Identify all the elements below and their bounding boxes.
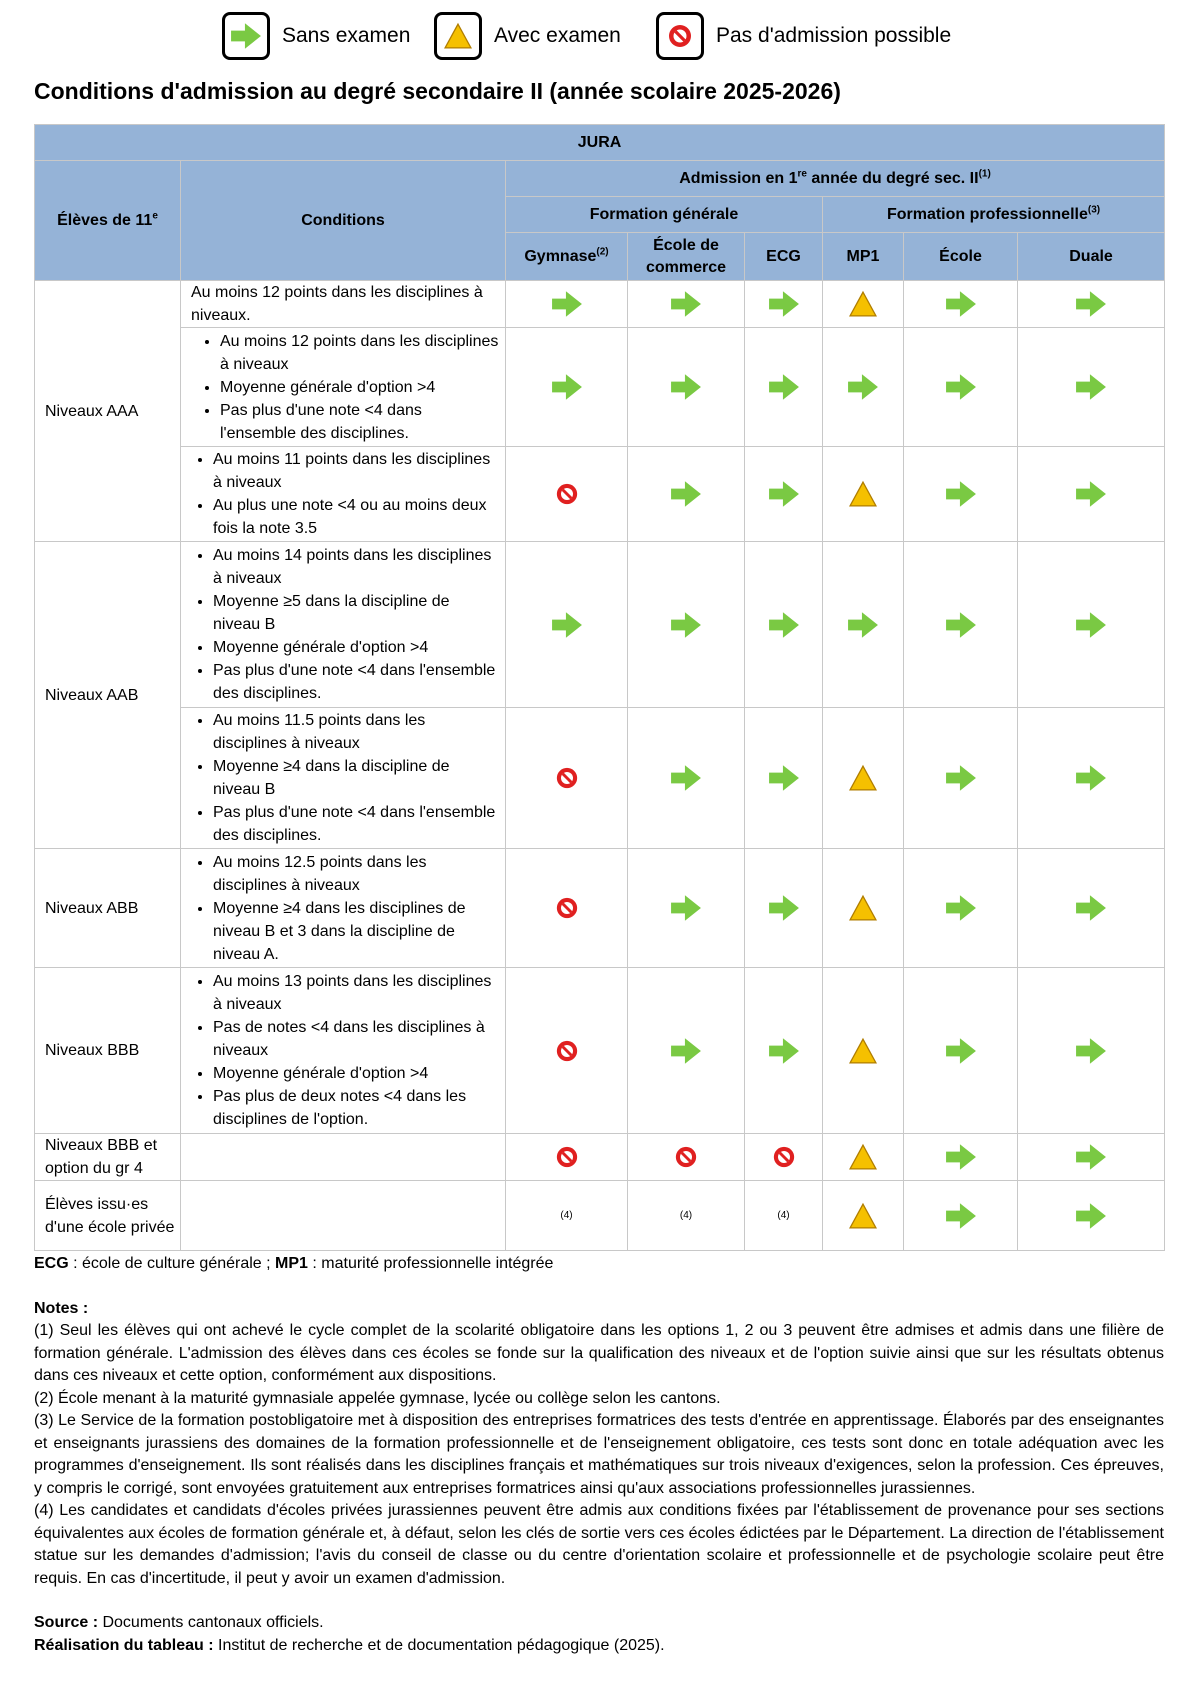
note-1: (1) Seul les élèves qui ont achevé le cycle complet de la scolarité obligatoire dans les options 1, 2 ou 3 peuvent être admises et admis dans une filière de formation générale. L'admission des élèves dans ces écoles se fonde sur la qualification des niveaux et de l'option suivie ainsi que sur les résultats obtenus dans ces niveaux et cette option, conformément aux dispositions. xyxy=(34,1322,1164,1384)
admission-cell xyxy=(628,708,745,849)
green-arrow-icon xyxy=(945,373,977,401)
green-arrow-icon xyxy=(945,764,977,792)
green-arrow-icon xyxy=(768,764,800,792)
legend-label: Pas d'admission possible xyxy=(716,24,952,47)
page-title: Conditions d'admission au degré secondaire II (année scolaire 2025-2026) xyxy=(34,78,841,104)
table-row xyxy=(35,849,1165,968)
green-arrow-icon xyxy=(1075,373,1107,401)
conditions-cell xyxy=(181,968,506,1134)
green-arrow-icon xyxy=(847,373,879,401)
col-gymnase: Gymnase$^{(2)}$ xyxy=(506,233,628,281)
legend-item-without-exam xyxy=(222,10,410,62)
no-entry-icon xyxy=(667,23,693,49)
conditions-cell: Au moins 12 points dans les disciplines à niveaux. xyxy=(181,281,506,328)
admission-cell xyxy=(745,849,823,968)
green-arrow-icon xyxy=(768,611,800,639)
admission-cell xyxy=(628,542,745,708)
admission-cell xyxy=(628,849,745,968)
legend-label: Avec examen xyxy=(494,24,621,47)
admission-cell xyxy=(628,328,745,447)
conditions-cell xyxy=(181,1134,506,1181)
green-arrow-icon xyxy=(1075,1143,1107,1171)
no-entry-icon xyxy=(555,482,579,506)
admission-cell xyxy=(506,1134,628,1181)
student-level-cell: Niveaux BBB et option du gr 4 xyxy=(35,1134,181,1181)
no-entry-icon xyxy=(555,1145,579,1169)
green-arrow-icon xyxy=(945,480,977,508)
green-arrow-icon xyxy=(768,373,800,401)
admission-cell xyxy=(628,1134,745,1181)
canton-header: JURA xyxy=(35,125,1165,161)
admission-cell xyxy=(506,542,628,708)
green-arrow-icon xyxy=(1075,1202,1107,1230)
condition-item: • Moyenne générale d'option >4 xyxy=(213,1062,499,1085)
admission-cell xyxy=(745,542,823,708)
no-entry-icon xyxy=(555,1039,579,1063)
legend-label: Sans examen xyxy=(282,24,411,47)
green-arrow-icon xyxy=(670,894,702,922)
admission-table xyxy=(34,124,1165,1251)
green-arrow-icon xyxy=(551,290,583,318)
green-arrow-icon xyxy=(1075,1037,1107,1065)
general-education-header: Formation générale xyxy=(506,197,823,233)
admission-cell xyxy=(823,1134,904,1181)
condition-item: • Au moins 11 points dans les disciplines à niveaux xyxy=(213,448,499,494)
legend xyxy=(0,10,1200,62)
admission-cell xyxy=(823,849,904,968)
no-entry-icon xyxy=(555,896,579,920)
green-arrow-icon xyxy=(945,1202,977,1230)
green-arrow-icon xyxy=(945,1143,977,1171)
warning-triangle-icon xyxy=(849,480,877,508)
green-arrow-icon xyxy=(670,611,702,639)
condition-item: • Pas plus d'une note <4 dans l'ensemble des disciplines. xyxy=(220,399,499,445)
warning-triangle-icon xyxy=(849,894,877,922)
conditions-cell xyxy=(181,1181,506,1251)
admission-cell xyxy=(1018,328,1165,447)
green-arrow-icon xyxy=(670,1037,702,1065)
admission-cell xyxy=(823,968,904,1134)
note-4: (4) Les candidates et candidats d'écoles privées jurassiennes peuvent être admis aux conditions fixées par l'établissement de provenance pour ses sections équivalentes aux écoles de formation générale et, à défaut, selon les clés de sortie vers ces écoles édictées par le Département. La direction de l'établissement statue sur les demandes d'admission; l'avis du conseil de classe ou du centre d'orientation scolaire et professionnelle et de psychologie scolaire peut être requis. En cas d'incertitude, il peut y avoir un examen d'admission. xyxy=(34,1502,1164,1587)
admission-cell xyxy=(904,708,1018,849)
admission-cell xyxy=(904,968,1018,1134)
admission-cell xyxy=(745,328,823,447)
condition-item: • Pas plus d'une note <4 dans l'ensemble des disciplines. xyxy=(213,801,499,847)
table-row xyxy=(35,447,1165,542)
green-arrow-icon xyxy=(768,480,800,508)
admission-cell xyxy=(745,1134,823,1181)
admission-cell xyxy=(1018,968,1165,1134)
table-row xyxy=(35,708,1165,849)
admission-cell xyxy=(628,968,745,1134)
admission-cell xyxy=(1018,1181,1165,1251)
green-arrow-icon xyxy=(847,611,879,639)
admission-note-cell: (4) xyxy=(745,1181,823,1251)
admission-cell xyxy=(1018,542,1165,708)
condition-item: • Moyenne générale d'option >4 xyxy=(213,636,499,659)
admission-cell xyxy=(904,1181,1018,1251)
warning-triangle-icon xyxy=(849,1143,877,1171)
green-arrow-icon xyxy=(670,290,702,318)
conditions-cell xyxy=(181,542,506,708)
warning-triangle-icon xyxy=(444,22,472,50)
col-ecole: École xyxy=(904,233,1018,281)
condition-item: • Au moins 11.5 points dans les disciplines à niveaux xyxy=(213,709,499,755)
admission-cell xyxy=(823,1181,904,1251)
student-level-cell: Niveaux AAB xyxy=(35,542,181,849)
condition-item: • Pas de notes <4 dans les disciplines à niveaux xyxy=(213,1016,499,1062)
student-level-cell: Niveaux ABB xyxy=(35,849,181,968)
admission-cell xyxy=(745,708,823,849)
legend-box xyxy=(222,12,270,60)
admission-cell xyxy=(506,447,628,542)
admission-header: Admission en 1re année du degré sec. II$^{(1)}$ xyxy=(506,161,1165,197)
table-row xyxy=(35,968,1165,1134)
admission-cell xyxy=(823,281,904,328)
green-arrow-icon xyxy=(551,611,583,639)
no-entry-icon xyxy=(674,1145,698,1169)
conditions-header: Conditions xyxy=(181,161,506,281)
condition-item: • Au plus une note <4 ou au moins deux fois la note 3.5 xyxy=(213,494,499,540)
condition-item: • Pas plus de deux notes <4 dans les disciplines de l'option. xyxy=(213,1085,499,1131)
warning-triangle-icon xyxy=(849,290,877,318)
conditions-cell xyxy=(181,447,506,542)
green-arrow-icon xyxy=(945,290,977,318)
no-entry-icon xyxy=(772,1145,796,1169)
legend-box xyxy=(434,12,482,60)
green-arrow-icon xyxy=(1075,764,1107,792)
realisation: Réalisation du tableau : Institut de recherche et de documentation pédagogique (2025). xyxy=(34,1636,665,1654)
admission-cell xyxy=(1018,708,1165,849)
conditions-cell xyxy=(181,708,506,849)
conditions-cell xyxy=(181,849,506,968)
green-arrow-icon xyxy=(945,611,977,639)
admission-cell xyxy=(823,447,904,542)
professional-education-header: Formation professionnelle$^{(3)}$ xyxy=(823,197,1165,233)
footer xyxy=(34,1253,1164,1657)
admission-cell xyxy=(1018,447,1165,542)
notes-heading: Notes : xyxy=(34,1299,89,1317)
table-row xyxy=(35,281,1165,328)
admission-cell xyxy=(745,281,823,328)
admission-cell xyxy=(506,849,628,968)
table-body xyxy=(35,281,1165,1251)
student-level-cell: Élèves issu·es d'une école privée xyxy=(35,1181,181,1251)
green-arrow-icon xyxy=(551,373,583,401)
admission-cell xyxy=(628,281,745,328)
admission-cell xyxy=(904,328,1018,447)
green-arrow-icon xyxy=(1075,480,1107,508)
admission-cell xyxy=(823,542,904,708)
admission-cell xyxy=(1018,849,1165,968)
condition-item: • Pas plus d'une note <4 dans l'ensemble des disciplines. xyxy=(213,659,499,705)
green-arrow-icon xyxy=(670,480,702,508)
green-arrow-icon xyxy=(768,894,800,922)
condition-item: • Moyenne ≥5 dans la discipline de niveau B xyxy=(213,590,499,636)
green-arrow-icon xyxy=(945,894,977,922)
admission-cell xyxy=(904,542,1018,708)
col-mp1: MP1 xyxy=(823,233,904,281)
legend-item-with-exam xyxy=(434,10,621,62)
warning-triangle-icon xyxy=(849,1037,877,1065)
green-arrow-icon xyxy=(945,1037,977,1065)
admission-cell xyxy=(904,849,1018,968)
warning-triangle-icon xyxy=(849,764,877,792)
condition-item: • Moyenne ≥4 dans les disciplines de niveau B et 3 dans la discipline de niveau A. xyxy=(213,897,499,966)
admission-cell xyxy=(506,708,628,849)
admission-cell xyxy=(628,447,745,542)
condition-item: • Au moins 14 points dans les disciplines à niveaux xyxy=(213,544,499,590)
condition-item: • Moyenne générale d'option >4 xyxy=(220,376,499,399)
admission-note-cell: (4) xyxy=(628,1181,745,1251)
green-arrow-icon xyxy=(1075,290,1107,318)
condition-item: • Au moins 12.5 points dans les disciplines à niveaux xyxy=(213,851,499,897)
green-arrow-icon xyxy=(768,290,800,318)
admission-cell xyxy=(745,447,823,542)
condition-item: • Moyenne ≥4 dans la discipline de niveau B xyxy=(213,755,499,801)
admission-cell xyxy=(506,968,628,1134)
no-entry-icon xyxy=(555,766,579,790)
green-arrow-icon xyxy=(670,764,702,792)
green-arrow-icon xyxy=(768,1037,800,1065)
source: Source : Documents cantonaux officiels. xyxy=(34,1614,324,1631)
admission-cell xyxy=(1018,1134,1165,1181)
col-duale: Duale xyxy=(1018,233,1165,281)
admission-cell xyxy=(823,328,904,447)
warning-triangle-icon xyxy=(849,1202,877,1230)
note-2: (2) École menant à la maturité gymnasiale appelée gymnase, lycée ou collège selon les cantons. xyxy=(34,1389,721,1407)
condition-item: • Au moins 12 points dans les disciplines à niveaux xyxy=(220,330,499,376)
legend-box xyxy=(656,12,704,60)
table-row xyxy=(35,1134,1165,1181)
green-arrow-icon xyxy=(670,373,702,401)
legend-item-no-admission xyxy=(656,10,951,62)
student-level-cell: Niveaux BBB xyxy=(35,968,181,1134)
admission-cell xyxy=(745,968,823,1134)
admission-cell xyxy=(506,281,628,328)
students-header: Élèves de 11e xyxy=(35,161,181,281)
abbreviations: ECG : école de culture générale ; MP1 : maturité professionnelle intégrée xyxy=(34,1255,554,1272)
green-arrow-icon xyxy=(1075,611,1107,639)
green-arrow-icon xyxy=(230,22,262,50)
admission-cell xyxy=(823,708,904,849)
conditions-cell xyxy=(181,328,506,447)
admission-cell xyxy=(506,328,628,447)
student-level-cell: Niveaux AAA xyxy=(35,281,181,542)
table-row xyxy=(35,1181,1165,1251)
table-row xyxy=(35,542,1165,708)
col-ecg: ECG xyxy=(745,233,823,281)
admission-cell xyxy=(1018,281,1165,328)
col-ecole-commerce: École de commerce xyxy=(628,233,745,281)
admission-note-cell: (4) xyxy=(506,1181,628,1251)
condition-item: • Au moins 13 points dans les disciplines à niveaux xyxy=(213,970,499,1016)
green-arrow-icon xyxy=(1075,894,1107,922)
admission-cell xyxy=(904,281,1018,328)
table-row xyxy=(35,328,1165,447)
admission-cell xyxy=(904,1134,1018,1181)
note-3: (3) Le Service de la formation postobligatoire met à disposition des entreprises formatrices des tests d'entrée en apprentissage. Élaborés par des enseignantes et enseignants jurassiens des domaines de la formation professionnelle et de l'enseignement obligatoire, ces tests sont donc en totale adéquation avec les programmes d'enseignement. Ils sont réalisés dans les disciplines français et mathématiques sur trois niveaux d'exigences, selon la profession. Ces épreuves, y compris le corrigé, sont envoyées gratuitement aux entreprises formatrices ainsi qu'aux associations professionnelles jurassiennes. xyxy=(34,1412,1164,1497)
admission-cell xyxy=(904,447,1018,542)
